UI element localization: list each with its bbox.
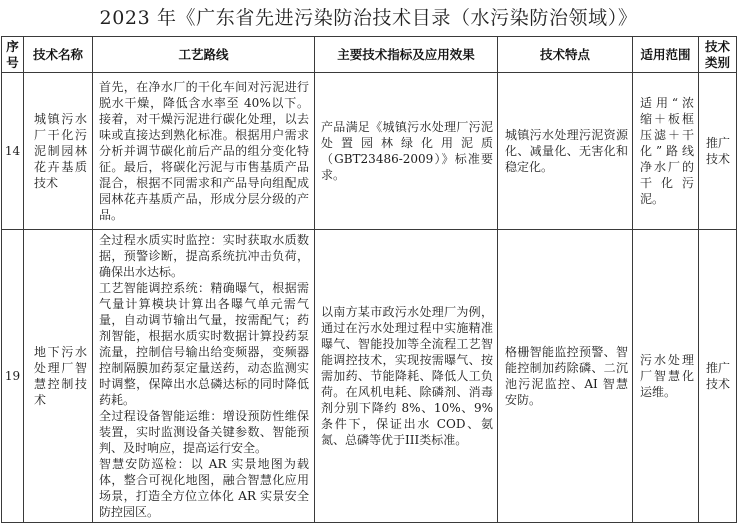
cell-features: 城镇污水处理污泥资源化、减量化、无害化和稳定化。	[498, 73, 633, 230]
cell-indicators: 以南方某市政污水处理厂为例，通过在污水处理过程中实施精准曝气、智能投加等全流程工艺智能调控技术，实现按需曝气、按需加药、节能降耗、降低人工负荷。在风机电耗、除磷剂、消毒剂分别下降约 8%、10%、9%条件下，保证出水 COD、氨氮、总磷等优于III类标准。	[315, 230, 498, 523]
cell-technology-name: 地下污水处理厂智慧控制技术	[24, 230, 93, 523]
header-row	[2, 37, 737, 73]
cell-indicators: 产品满足《城镇污水处理厂污泥处置园林绿化用泥质（GBT23486-2009）》标准要求。	[315, 73, 498, 230]
cell-category: 推广技术	[699, 73, 737, 230]
header-indicators: 主要技术指标及应用效果	[315, 37, 498, 73]
cell-features: 格栅智能监控预警、智能控制加药除磷、二沉池污泥监控、AI 智慧安防。	[498, 230, 633, 523]
table-row	[2, 230, 737, 523]
technology-table	[1, 36, 737, 523]
header-index: 序号	[2, 37, 24, 73]
process-paragraph: 工艺智能调控系统：精确曝气，根据需气量计算模块计算出各曝气单元需气量，自动调节输出气量，按需配气；药剂智能，根据水质实时数据计算投药泵流量，控制信号输出给变频器，变频器控制隔膜加药泵定量送药，动态监测实时调整，保障出水总磷达标的同时降低药耗。	[99, 281, 309, 407]
process-paragraph: 智慧安防巡检：以 AR 实景地图为载体，整合可视化地图，融合智慧化应用场景，打造全方位立体化 AR 实景安全防控园区。	[99, 457, 309, 519]
document-title: 2023 年《广东省先进污染防治技术目录（水污染防治领域）》	[99, 7, 638, 29]
header-scope: 适用范围	[633, 37, 699, 73]
cell-process-route	[93, 73, 315, 230]
header-category: 技术类别	[699, 37, 737, 73]
cell-category: 推广技术	[699, 230, 737, 523]
process-paragraph: 首先，在净水厂的干化车间对污泥进行脱水干燥，降低含水率至 40%以下。接着，对干燥污泥进行碳化处理，以去味或直接达到熟化标准。根据用户需求分析并调节碳化前后产品的组分变化特征。最后，将碳化污泥与市售基质产品混合，根据不同需求和产品导向组配成园林花卉基质产品，形成分层分级的产品。	[99, 80, 309, 222]
table-row	[2, 73, 737, 230]
header-features: 技术特点	[498, 37, 633, 73]
cell-technology-name: 城镇污水厂干化污泥制园林花卉基质技术	[24, 73, 93, 230]
header-process-route: 工艺路线	[93, 37, 315, 73]
cell-scope: 污水处理厂智慧化运维。	[633, 230, 699, 523]
cell-index: 14	[2, 73, 24, 230]
cell-process-route	[93, 230, 315, 523]
cell-index: 19	[2, 230, 24, 523]
process-paragraph: 全过程设备智能运维：增设预防性维保装置，实时监测设备关键参数、智能预判、及时响应，提高运行安全。	[99, 409, 309, 455]
header-technology-name: 技术名称	[24, 37, 93, 73]
process-paragraph: 全过程水质实时监控：实时获取水质数据，预警诊断，提高系统抗冲击负荷，确保出水达标。	[99, 233, 309, 279]
cell-scope: 适用“浓缩＋板框压滤＋干化”路线净水厂的干化污泥。	[633, 73, 699, 230]
